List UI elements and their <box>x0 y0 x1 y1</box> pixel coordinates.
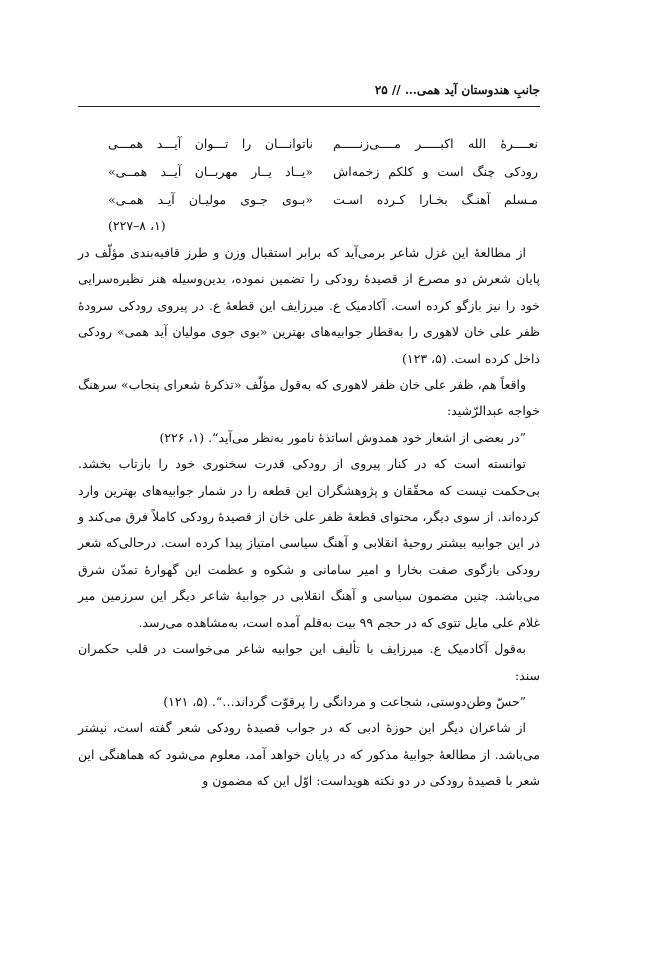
paragraph: به‌قول آکادمیک ع. میرزایف با تألیف این جوابیه شاعر می‌خواست در قلب حکمران سند: <box>78 641 540 683</box>
quotation: ”در بعضی از اشعار خود همدوش اساتذۀ نامور به‌نظر می‌آید“. (۱، ۲۲۶) <box>159 429 526 445</box>
hemistich-second: «یــاد یــار مهربــان آیــد همــی» <box>108 164 313 179</box>
verse-citation: (۱، ۸–۲۲۷) <box>108 218 166 233</box>
paragraph: از شاعران دیگر این حوزۀ ادبی که در جواب قصیدۀ رودکی شعر گفته است، نیشتر می‌باشد. از مطالعۀ جوابیۀ مذکور که در پایان خواهد آمد، معلوم می‌شود که هماهنگی این شعر با قصیدۀ رودکی در دو نکته هویداست: اوّل این که مضمون و <box>78 720 540 789</box>
body-text <box>78 240 540 795</box>
poem-block <box>108 130 538 240</box>
hemistich-first: مـسلم آهنـگ بخـارا کـرده اسـت <box>333 192 538 207</box>
hemistich-second: ناتوانـــان را تـــوان آیـــد همـــی <box>108 136 313 151</box>
header-divider <box>78 106 540 107</box>
quotation: ”حسّ وطن‌دوستی، شجاعت و مردانگی را پرقوّت گرداند…“. (۵، ۱۲۱) <box>163 693 526 709</box>
paragraph: توانسته است که در کنار پیروی از رودکی قدرت سخنوری خود را بازتاب بخشد. بی‌حکمت نیست که محقّقان و پژوهشگران این قطعه را در شمار جوابیه‌های بهترین وارد کرده‌اند. از سوی دیگر، محتوای قطعۀ ظفر علی خان از قصیدۀ رودکی کاملاً فرق می‌کند و در این جوابیه بیشتر روحیۀ انقلابی و آهنگ سیاسی امتیاز پیدا کرده است. درحالی‌که شعر رودکی بازگوی صفت بخارا و امیر سامانی و شکوه و عظمت این گهوارۀ تمدّن شرق می‌باشد. چنین مضمون سیاسی و آهنگ انقلابی در جوابیۀ شاعر دیگر این سرزمین میر غلام علی مایل تتوی که در حجم ۹۹ بیت به‌قلم آمده است، به‌مشاهده می‌رسد. <box>78 456 540 630</box>
verse-line <box>108 186 538 214</box>
hemistich-first: نعــــرۀ الله اکبـــــر مــــی‌زنـــــم <box>333 136 538 151</box>
paragraph: واقعاً هم، ظفر علی خان ظفر لاهوری که به‌قول مؤلّف «تذکرۀ شعرای پنجاب» سرهنگ خواجه عبدالرّشید: <box>78 377 540 419</box>
hemistich-second: «بـوی جـوی مولیـان آیـد همـی» <box>108 192 313 207</box>
paragraph: از مطالعۀ این غزل شاعر برمی‌آید که برابر استقبال وزن و طرز قافیه‌بندی مؤلّف در پایان شعرش دو مصرع از قصیدۀ رودکی را تضمین نموده، بدین‌وسیله هنر نظیره‌سرایی خود را نیز بازگو کرده است. آکادمیک ع. میرزایف این قطعۀ ع. در پیروی رودکی سرودۀ ظفر علی خان لاهوری را به‌قطار جوابیه‌های بهترین «بوی جوی مولیان آید همی» رودکی داخل کرده است. (۵، ۱۲۳) <box>78 245 540 366</box>
running-header: جانبِ هندوستان آید همی… // ۲۵ <box>374 83 540 97</box>
verse-line <box>108 158 538 186</box>
hemistich-first: رودکی چنگ است و کلکم زخمه‌اش <box>333 164 538 179</box>
verse-line <box>108 130 538 158</box>
